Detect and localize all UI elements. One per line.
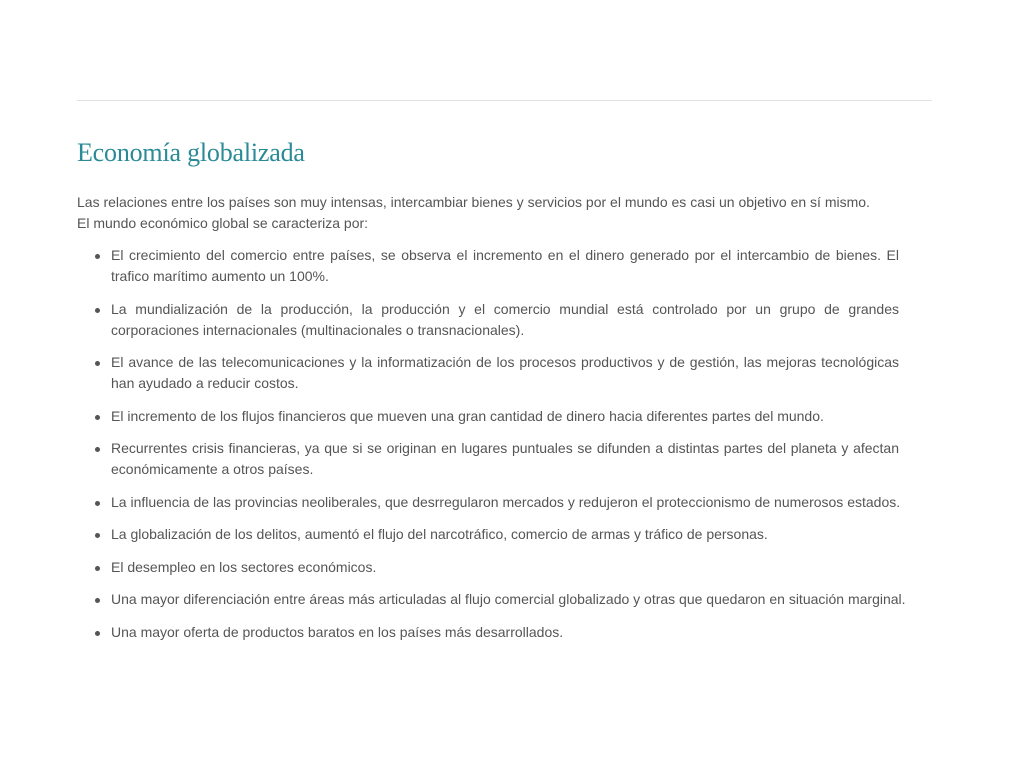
main-content [77, 192, 906, 654]
list-item [77, 352, 899, 394]
list-item-text: La mundialización de la producción, la producción y el comercio mundial está controlado por un grupo de grandes corporaciones internacionales (multinacionales o transnacionales). [111, 300, 899, 338]
list-item [77, 622, 899, 643]
bullet-dot-icon [95, 598, 100, 603]
intro-paragraph-1: Las relaciones entre los países son muy intensas, intercambiar bienes y servicios por el mundo es casi un objetivo en sí mismo. [77, 194, 870, 210]
top-divider [77, 100, 932, 101]
bullet-dot-icon [95, 415, 100, 420]
bullet-dot-icon [95, 501, 100, 506]
list-item [77, 299, 899, 341]
bullet-dot-icon [95, 254, 100, 259]
list-item-text: El avance de las telecomunicaciones y la informatización de los procesos productivos y de gestión, las mejoras tecnológicas han ayudado a reducir costos. [111, 354, 899, 391]
list-item-text: Recurrentes crisis financieras, ya que si se originan en lugares puntuales se difunden a distintas partes del planeta y afectan económicamente a otros países. [111, 440, 899, 477]
list-item [77, 589, 906, 610]
list-item [77, 524, 899, 545]
intro-paragraph-2: El mundo económico global se caracteriza por: [77, 215, 369, 231]
list-item [77, 492, 899, 513]
bullet-dot-icon [95, 631, 100, 636]
list-item-text: Una mayor oferta de productos baratos en los países más desarrollados. [111, 623, 564, 640]
bullet-dot-icon [95, 447, 100, 452]
list-item [77, 438, 899, 480]
page-title: Economía globalizada [77, 138, 305, 167]
list-item-text: El desempleo en los sectores económicos. [111, 558, 377, 575]
list-item [77, 406, 899, 427]
intro-text [77, 192, 899, 234]
list-item-text: La globalización de los delitos, aumentó el flujo del narcotráfico, comercio de armas y tráfico de personas. [111, 526, 768, 542]
list-item [77, 245, 899, 287]
list-item-text: El incremento de los flujos financieros que mueven una gran cantidad de dinero hacia diferentes partes del mundo. [111, 407, 824, 424]
list-item-text: El crecimiento del comercio entre países, se observa el incremento en el dinero generado por el intercambio de bienes. El trafico marítimo aumento un 100%. [111, 247, 899, 284]
bullet-dot-icon [95, 533, 100, 538]
list-item [77, 557, 899, 578]
characteristics-list [77, 245, 906, 643]
bullet-dot-icon [95, 308, 100, 313]
bullet-dot-icon [95, 566, 100, 571]
bullet-dot-icon [95, 361, 100, 366]
list-item-text: Una mayor diferenciación entre áreas más articuladas al flujo comercial globalizado y otras que quedaron en situación marginal. [111, 591, 906, 607]
list-item-text: La influencia de las provincias neoliberales, que desrregularon mercados y redujeron el proteccionismo de numerosos estados. [111, 493, 901, 510]
